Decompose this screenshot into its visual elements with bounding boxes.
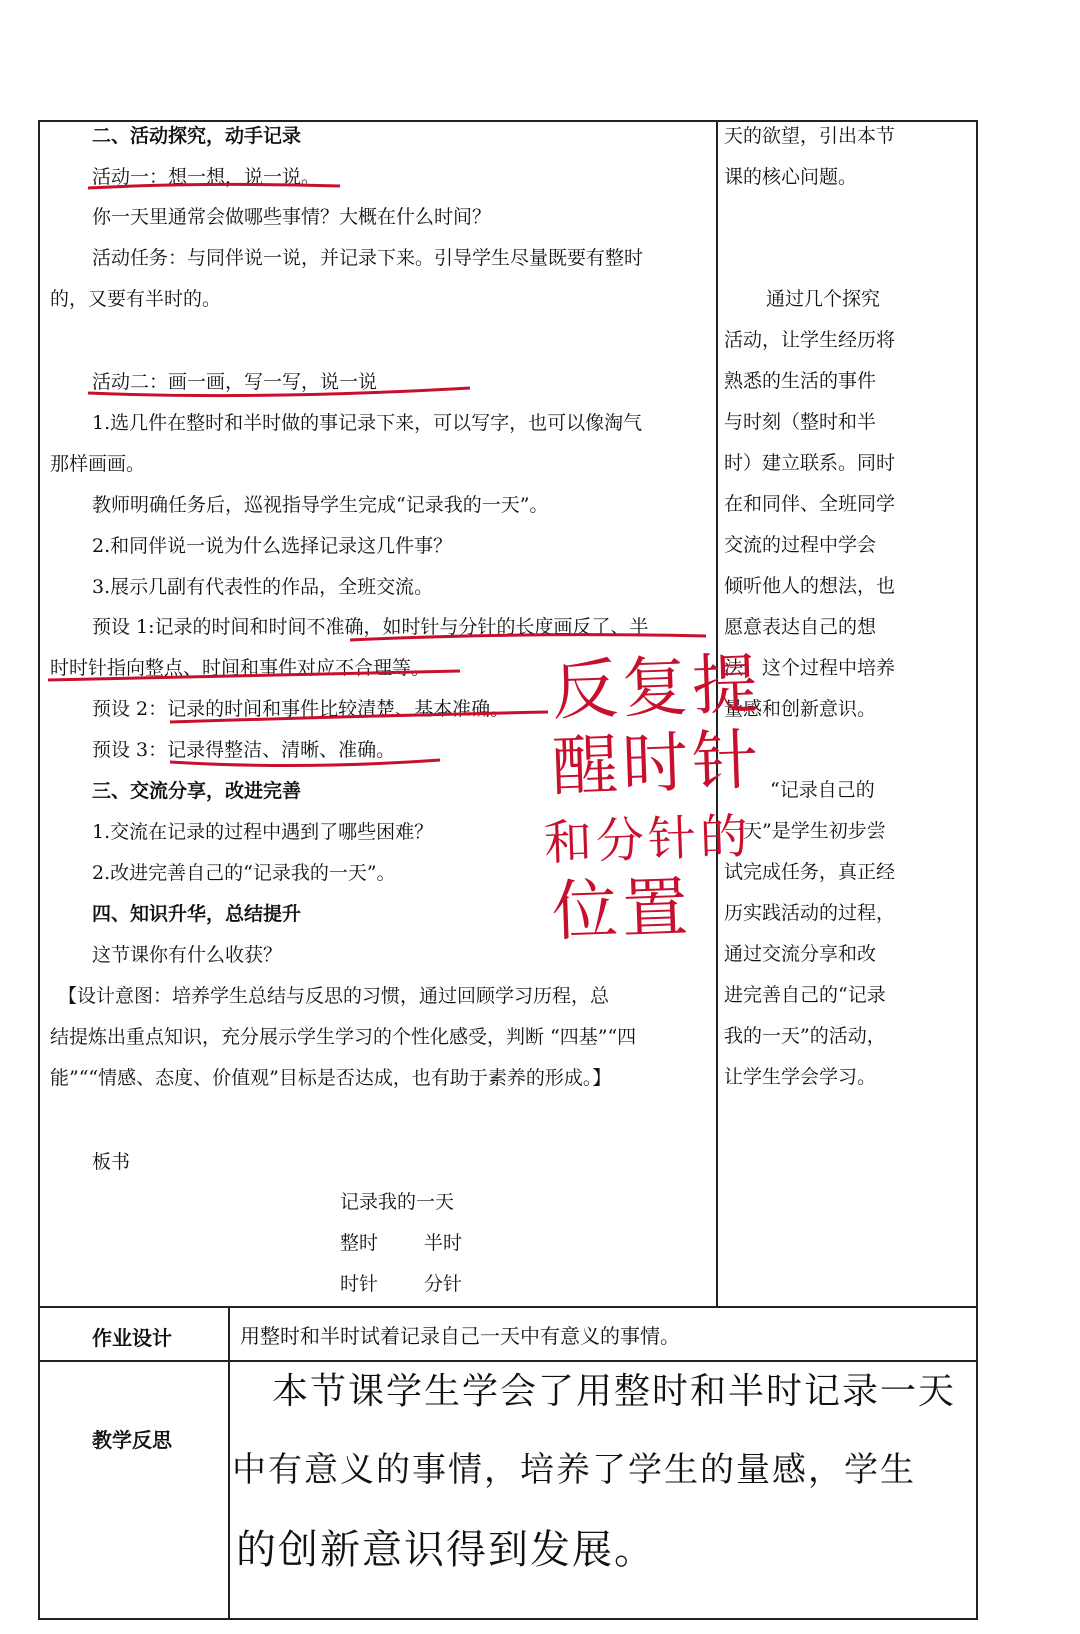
reflection-label: 教学反思 — [92, 1428, 172, 1452]
note-line: 我的一天”的活动， — [724, 1025, 886, 1047]
board-item: 半时 — [424, 1232, 463, 1254]
paragraph: 2.改进完善自己的“记录我的一天”。 — [92, 862, 396, 884]
note-line: 一天”是学生初步尝 — [724, 820, 886, 842]
section-title: 四、知识升华，总结提升 — [92, 903, 302, 925]
note-line: 熟悉的生活的事件 — [724, 370, 877, 392]
paragraph: 你一天里通常会做哪些事情？大概在什么时间？ — [92, 206, 492, 228]
board-title: 记录我的一天 — [340, 1191, 455, 1213]
note-line: 试完成任务，真正经 — [724, 861, 896, 883]
paragraph: 1.选几件在整时和半时做的事记录下来，可以写字，也可以像淘气 — [92, 412, 643, 434]
note-line: 时）建立联系。同时 — [724, 452, 896, 474]
section-title: 三、交流分享，改进完善 — [92, 780, 302, 802]
paragraph: 这节课你有什么收获？ — [92, 944, 283, 966]
paragraph: 2.和同伴说一说为什么选择记录这几件事？ — [92, 535, 453, 557]
board-item: 整时 — [340, 1232, 379, 1254]
handwritten-annotation: 位置 — [550, 868, 694, 951]
paragraph: 预设 2：记录的时间和事件比较清楚、基本准确。 — [92, 698, 510, 720]
design-intent: 【设计意图：培养学生总结与反思的习惯，通过回顾学习历程，总 — [58, 985, 610, 1007]
handwritten-reflection: 中有意义的事情，培养了学生的量感，学生 — [232, 1450, 916, 1490]
paragraph: 活动任务：与同伴说一说，并记录下来。引导学生尽量既要有整时 — [92, 247, 644, 269]
note-line: 愿意表达自己的想 — [724, 616, 877, 638]
note-line: 进完善自己的“记录 — [724, 984, 886, 1006]
note-line: 与时刻（整时和半 — [724, 411, 877, 433]
note-line: 课的核心问题。 — [724, 166, 858, 188]
paragraph: 1.交流在记录的过程中遇到了哪些困难？ — [92, 821, 434, 843]
activity-title: 活动一：想一想，说一说。 — [92, 166, 321, 188]
homework-content: 用整时和半时试着记录自己一天中有意义的事情。 — [240, 1324, 680, 1348]
note-line: “记录自己的 — [770, 779, 875, 801]
design-intent: 能”““情感、态度、价值观”目标是否达成，也有助于素养的形成。】 — [50, 1067, 612, 1089]
board-label: 板书 — [92, 1151, 131, 1173]
paragraph: 时时针指向整点、时间和事件对应不合理等。 — [50, 657, 431, 679]
paragraph: 预设 3：记录得整洁、清晰、准确。 — [92, 739, 396, 761]
note-line: 历实践活动的过程， — [724, 902, 896, 924]
note-line: 活动，让学生经历将 — [724, 329, 896, 351]
activity-title: 活动二：画一画，写一写，说一说 — [92, 371, 378, 393]
handwritten-annotation: 醒时针 — [550, 721, 764, 806]
paragraph: 那样画画。 — [50, 453, 146, 475]
handwritten-reflection: 本节课学生学会了用整时和半时记录一天 — [272, 1371, 957, 1412]
paragraph: 教师明确任务后，巡视指导学生完成“记录我的一天”。 — [92, 494, 549, 516]
note-line: 在和同伴、全班同学 — [724, 493, 896, 515]
note-line: 交流的过程中学会 — [724, 534, 877, 556]
note-line: 天的欲望，引出本节 — [724, 125, 896, 147]
handwritten-annotation: 和分针的 — [543, 808, 753, 872]
note-line: 通过几个探究 — [766, 288, 881, 310]
homework-label: 作业设计 — [92, 1326, 172, 1350]
note-line: 通过交流分享和改 — [724, 943, 877, 965]
note-line: 让学生学会学习。 — [724, 1066, 877, 1088]
board-item: 时针 — [340, 1273, 379, 1295]
note-line: 法，这个过程中培养 — [724, 657, 896, 679]
handwritten-annotation: 反复提 — [550, 645, 764, 730]
note-line: 倾听他人的想法，也 — [724, 575, 896, 597]
paragraph: 预设 1:记录的时间和时间不准确，如时针与分针的长度画反了、半 — [92, 616, 649, 638]
board-item: 分针 — [424, 1273, 463, 1295]
design-intent: 结提炼出重点知识，充分展示学生学习的个性化感受，判断 “四基”“四 — [50, 1026, 637, 1048]
paragraph: 3.展示几副有代表性的作品，全班交流。 — [92, 576, 434, 598]
paragraph: 的，又要有半时的。 — [50, 288, 222, 310]
note-line: 量感和创新意识。 — [724, 698, 877, 720]
handwritten-reflection: 的创新意识得到发展。 — [236, 1527, 656, 1573]
section-title: 二、活动探究，动手记录 — [92, 125, 302, 147]
